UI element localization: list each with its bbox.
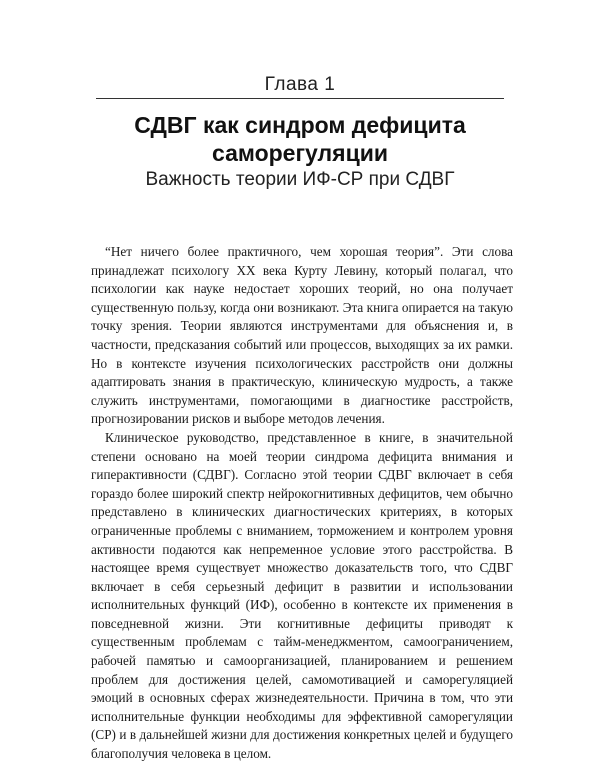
chapter-divider [96,98,504,99]
chapter-title [60,111,540,167]
paragraph-2: Клиническое руководство, представленное в книге, в значительной степени основано на моей теории синдрома дефицита внимания и гиперактивности (СДВГ). Согласно этой теории СДВГ включает в себя гораздо более широкий спектр нейрокогнитивных дефицитов, чем обычно представлено в клинических диагностических критериях, в которых ограниченные проблемы с вниманием, торможением и контролем уровня активности подаются как непременное условие этого расстройства. В настоящее время существует множество доказательств того, что СДВГ включает в себя серьезный дефицит в развитии и использовании исполнительных функций (ИФ), особенно в контексте их применения в повседневной жизни. Эти когнитивные дефициты приводят к существенным проблемам с тайм-менеджментом, самоограничением, рабочей памятью и самоорганизацией, планированием и решением проблем для достижения целей, самомотивацией и саморегуляцией эмоций в основных сферах жизнедеятельности. Причина в том, что эти исполнительные функции необходимы для эффективной саморегуляции (СР) и в дальнейшей жизни для достижения конкретных целей и будущего благополучия человека в целом. [91,429,513,762]
chapter-title-line-2: саморегуляции [212,140,388,166]
body-text [91,243,513,764]
chapter-title-line-1: СДВГ как синдром дефицита [134,112,466,138]
chapter-label: Глава 1 [264,74,336,95]
chapter-subtitle: Важность теории ИФ-СР при СДВГ [145,169,455,190]
paragraph-1: “Нет ничего более практичного, чем хорошая теория”. Эти слова принадлежат психологу XX века Курту Левину, который полагал, что психологии как науке недостает хороших теорий, но она получает существенную пользу, когда они возникают. Эта книга опирается на такую точку зрения. Теории являются инструментами для объяснения и, в частности, предсказания событий или процессов, выходящих за их рамки. Но в контексте изучения психологических расстройств они должны адаптировать знания в практическую, клиническую мудрость, а также служить инструментами, помогающими в диагностике расстройств, прогнозировании рисков и выборе методов лечения. [91,244,513,427]
